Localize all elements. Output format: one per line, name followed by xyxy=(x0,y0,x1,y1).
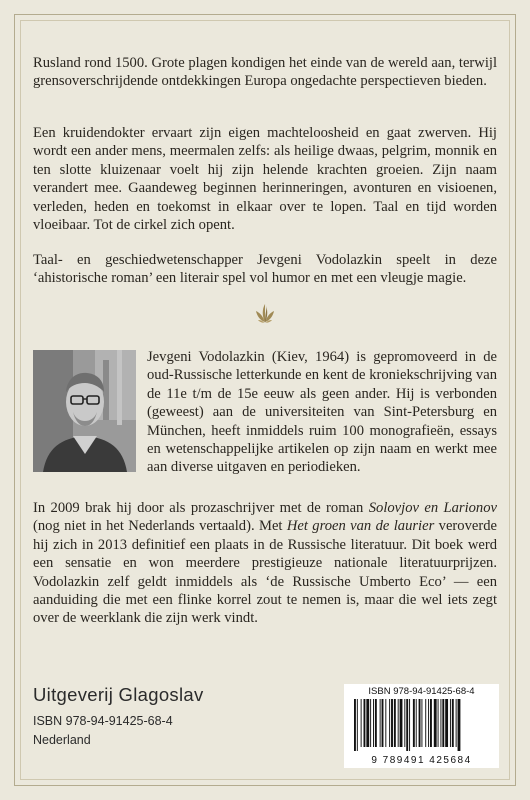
barcode-bar xyxy=(391,699,393,747)
publisher-isbn: ISBN 978-94-91425-68-4 xyxy=(33,714,173,728)
publisher-block xyxy=(33,684,204,750)
barcode-bar xyxy=(413,699,415,747)
book-title-laurier: Het groen van de laurier xyxy=(286,518,435,535)
genre-paragraph xyxy=(33,251,497,288)
barcode-box xyxy=(344,684,499,768)
barcode-bar xyxy=(425,699,426,747)
barcode-digits: 9 789491 425684 xyxy=(371,755,472,766)
barcode-bar xyxy=(421,699,422,747)
barcode-bar xyxy=(458,699,461,751)
barcode-bar xyxy=(456,699,457,747)
career-text xyxy=(33,499,497,628)
barcode-bar xyxy=(357,699,358,751)
barcode-bar xyxy=(364,699,366,747)
barcode-bar xyxy=(380,699,381,747)
barcode-bar xyxy=(373,699,374,747)
barcode-bar xyxy=(434,699,437,747)
barcode-bar xyxy=(389,699,390,747)
genre-text: Taal- en geschiedwetenschapper Jevgeni Vodolazkin speelt in deze ‘ahistorische roman’ een literair spel vol humor en met een vleugje magie. xyxy=(33,252,497,287)
synopsis-text: Een kruidendokter ervaart zijn eigen machteloosheid en gaat zwerven. Hij wordt een ander mens, meermalen zelfs: als heilige dwaas, pelgrim, monnik en ten slotte kluizenaar voelt hij zijn helende krachten groeien. Zijn naam verandert mee. Gaandeweg beginnen herinneringen, avonturen en visioenen, verleden, heden en toekomst in elkaar over te lopen. Taal en tijd worden vloeibaar. Tot de cirkel zich opent. xyxy=(33,125,497,234)
author-photo xyxy=(33,350,136,472)
barcode-bar xyxy=(452,699,454,747)
synopsis-paragraph xyxy=(33,124,497,234)
barcode-bar xyxy=(440,699,441,747)
intro-text: Rusland rond 1500. Grote plagen kondigen het einde van de wereld aan, terwijl grensoverschrijdende ontdekkingen Europa ongedachte perspectieven bieden. xyxy=(33,55,497,90)
barcode-bar xyxy=(398,699,399,747)
career-text-part1: In 2009 brak hij door als prozaschrijver met de roman xyxy=(33,500,369,516)
career-text-part3: veroverde hij zich in 2013 definitief een plaats in de Russische literatuur. Dit boek werd een sensatie en won meerdere prestigieuze nationale literatuurprijzen. Vodolazkin zelf geldt inmiddels als ‘de Russische Umberto Eco’ — een aanduiding die met een flinke korrel zout te nemen is, maar die wel iets zegt over de weerklank die zijn werk vindt. xyxy=(33,518,497,627)
barcode-bar xyxy=(419,699,421,747)
barcode-bar xyxy=(404,699,405,747)
barcode-bar xyxy=(366,699,369,747)
career-text-part2: (nog niet in het Nederlands vertaald). Met xyxy=(33,518,287,535)
author-bio-paragraph xyxy=(147,348,497,477)
leaf-ornament-icon xyxy=(253,301,277,325)
barcode-bar xyxy=(409,699,410,751)
barcode-bar xyxy=(416,699,417,747)
book-title-solovjov: Solovjov en Larionov xyxy=(368,500,497,516)
publisher-country: Nederland xyxy=(33,733,91,747)
barcode-bar xyxy=(370,699,371,747)
barcode-bar xyxy=(428,699,429,747)
barcode-bar xyxy=(406,699,408,751)
author-bio-text: Jevgeni Vodolazkin (Kiev, 1964) is gepromoveerd in de oud-Russische letterkunde en kent de kroniekschrijving van de 11e t/m de 15e eeuw als geen ander. Hij is verbonden (geweest) aan de universiteiten van Sint-Petersburg en München, heeft inmiddels ruim 100 monografieën, essays en wetenschappelijke artikelen op zijn naam en werkt mee aan diverse uitgaven en periodieken. xyxy=(147,349,497,476)
barcode-isbn-label: ISBN 978-94-91425-68-4 xyxy=(368,686,475,697)
barcode-bar xyxy=(385,699,386,747)
barcode-bar xyxy=(445,699,448,747)
barcode-bar xyxy=(394,699,396,747)
publisher-name: Uitgeverij Glagoslav xyxy=(33,684,204,705)
barcode-bar xyxy=(438,699,439,747)
barcode-bar xyxy=(382,699,384,747)
barcode-bar xyxy=(354,699,356,751)
barcode-bar xyxy=(375,699,377,747)
barcode-bar xyxy=(450,699,451,747)
barcode-bar xyxy=(430,699,432,747)
barcode-bar xyxy=(361,699,362,747)
barcode-bar xyxy=(400,699,403,747)
barcode-graphic xyxy=(352,699,491,751)
barcode-bar xyxy=(442,699,444,747)
career-paragraph xyxy=(33,499,497,628)
intro-paragraph xyxy=(33,54,497,91)
